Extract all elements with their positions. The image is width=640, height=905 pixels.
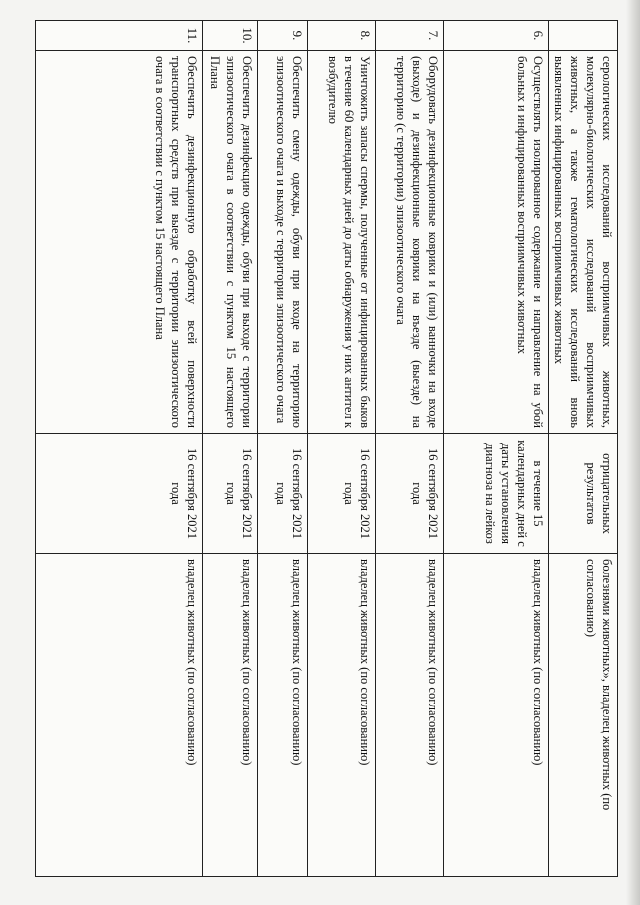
plan-table	[35, 20, 618, 877]
measure-cell: Оборудовать дезинфекционные коврики и (или) ванночки на входе (выходе) и дезинфекционные коврики на въезде (выезде) на территорию (с территории) эпизоотического очага	[376, 51, 444, 434]
table-row	[203, 21, 258, 877]
table-row	[376, 21, 444, 877]
responsible-cell: владелец животных (по согласованию)	[308, 554, 376, 877]
term-cell: отрицательных результатов	[549, 434, 618, 554]
row-number	[549, 21, 618, 51]
row-number: 9.	[258, 21, 308, 51]
row-number: 7.	[376, 21, 444, 51]
rotated-table-wrapper	[35, 20, 618, 876]
responsible-cell: владелец животных (по согласованию)	[444, 554, 549, 877]
row-number: 8.	[308, 21, 376, 51]
table-row	[308, 21, 376, 877]
measure-cell: Осуществлять изолированное содержание и направление на убой больных и инфицированных восприимчивых животных	[444, 51, 549, 434]
document-page	[35, 20, 618, 876]
scan-edge	[626, 0, 640, 905]
term-cell: в течение 15 календарных дней с даты установления диагноза на лейкоз	[444, 434, 549, 554]
responsible-cell: владелец животных (по согласованию)	[376, 554, 444, 877]
responsible-cell: владелец животных (по согласованию)	[36, 554, 203, 877]
term-cell: 16 сентября 2021 года	[203, 434, 258, 554]
row-number: 11.	[36, 21, 203, 51]
table-row	[444, 21, 549, 877]
term-cell: 16 сентября 2021 года	[258, 434, 308, 554]
responsible-cell: владелец животных (по согласованию)	[258, 554, 308, 877]
responsible-cell: болезнями животных», владелец животных (по согласованию)	[549, 554, 618, 877]
measure-cell: серологических исследований восприимчивых животных, молекулярно-биологических исследований восприимчивых животных, а также гематологических исследований вновь выявленных инфицированных восприимчивых животных	[549, 51, 618, 434]
term-cell: 16 сентября 2021 года	[308, 434, 376, 554]
row-number: 10.	[203, 21, 258, 51]
table-row	[36, 21, 203, 877]
measure-cell: Уничтожить запасы спермы, полученные от инфицированных быков в течение 60 календарных дней до даты обнаружения у них антител к возбудителю	[308, 51, 376, 434]
table-row	[549, 21, 618, 877]
measure-cell: Обеспечить смену одежды, обуви при входе на территорию эпизоотического очага и выходе с территории эпизоотического очага	[258, 51, 308, 434]
row-number: 6.	[444, 21, 549, 51]
responsible-cell: владелец животных (по согласованию)	[203, 554, 258, 877]
table-row	[258, 21, 308, 877]
term-cell: 16 сентября 2021 года	[36, 434, 203, 554]
measure-cell: Обеспечить дезинфекционную обработку всей поверхности транспортных средств при выезде с территории эпизоотического очага в соответствии с пунктом 15 настоящего Плана	[36, 51, 203, 434]
term-cell: 16 сентября 2021 года	[376, 434, 444, 554]
measure-cell: Обеспечить дезинфекцию одежды, обуви при выходе с территории эпизоотического очага в соответствии с пунктом 15 настоящего Плана	[203, 51, 258, 434]
